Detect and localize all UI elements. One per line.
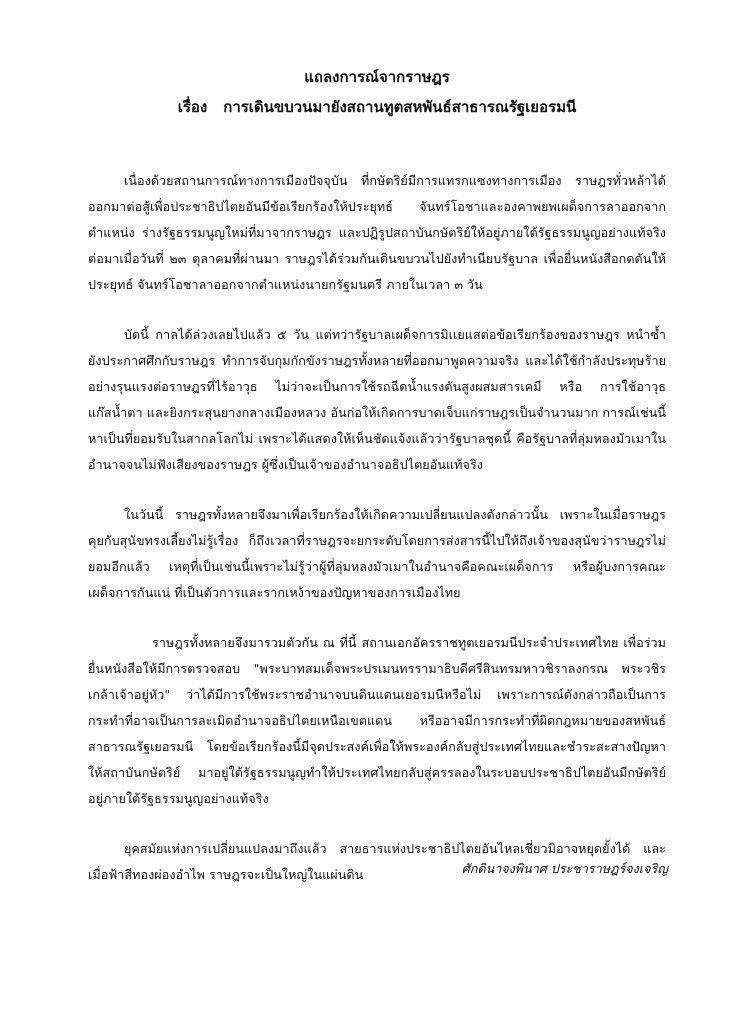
paragraph-5: ยุคสมัยแห่งการเปลี่ยนแปลงมาถึงแล้ว สายธารแห่งประชาธิปไตยอันไหลเชี่ยวมิอาจหยุดยั้งได้ และเมื่อฟ้าสีทองผ่องอำไพ ราษฎรจะเป็นใหญ่ในแผ่นดิน: [88, 841, 666, 882]
document-title: แถลงการณ์จากราษฎร: [304, 68, 450, 86]
paragraph-3: ในวันนี้ ราษฎรทั้งหลายจึงมาเพื่อเรียกร้องให้เกิดความเปลี่ยนแปลงดังกล่าวนั้น เพราะในเมื่อราษฎรคุยกับสุนัขทรงเลี้ยงไม่รู้เรื่อง ก็ถึงเวลาที่ราษฎรจะยกระดับโดยการส่งสารนี้ไปให้ถึงเจ้าของสุนัขว่าราษฎรไม่ยอมอีกแล้ว เหตุที่เป็นเช่นนี้เพราะไม่รู้ว่าผู้ที่ลุ่มหลงมัวเมาในอำนาจคือคณะเผด็จการ หรือผู้บงการคณะเผด็จการกันแน่ ที่เป็นตัวการและรากเหง้าของปัญหาของการเมืองไทย: [88, 507, 666, 600]
subject-label: เรื่อง: [177, 98, 208, 116]
paragraph-2: บัดนี้ กาลได้ล่วงเลยไปแล้ว ๕ วัน แต่ทว่ารัฐบาลเผด็จการมิเเยแสต่อข้อเรียกร้องของราษฎร หนำซ้ำยังประกาศศึกกับราษฎร ทำการจับกุมกักขังราษฎรทั้งหลายที่ออกมาพูดความจริง และได้ใช้กำลังประทุษร้ายอย่างรุนแรงต่อราษฎรที่ไร้อาวุธ ไม่ว่าจะเป็นการใช้รถฉีดน้ำแรงดันสูงผสมสารเคมี หรือ การใช้อาวุธแก๊สน้ำตา และยิงกระสุนยางกลางเมืองหลวง อันก่อให้เกิดการบาดเจ็บแก่ราษฎรเป็นจำนวนมาก การณ์เช่นนี้หาเป็นที่ยอมรับในสากลโลกไม่ เพราะได้แสดงให้เห็นชัดแจ้งแล้วว่ารัฐบาลชุดนี้ คือรัฐบาลที่ลุ่มหลงมัวเมาในอำนาจจนไม่ฟังเสียงของราษฎร ผู้ซึ่งเป็นเจ้าของอำนาจอธิปไตยอันแท้จริง: [88, 327, 666, 472]
document-body: [88, 168, 666, 888]
signature-line: ศักดินาจงพินาศ ประชาราษฎร์จงเจริญ: [461, 861, 668, 876]
paragraph-4: ราษฎรทั้งหลายจึงมารวมตัวกัน ณ ที่นี้ สถานเอกอัครราชทูตเยอรมนีประจำประเทศไทย เพื่อร่วมยื่นหนังสือให้มีการตรวจสอบ "พระบาทสมเด็จพระปรเมนทรรามาธิบดีศรีสินทรมหาวชิราลงกรณ พระวชิรเกล้าเจ้าอยู่หัว" ว่าได้มีการใช้พระราชอำนาจบนดินแดนเยอรมนีหรือไม่ เพราะการณ์ดังกล่าวถือเป็นการกระทำที่อาจเป็นการละเมิดอำนาจอธิปไตยเหนือเขตแดน หรืออาจมีการกระทำที่ผิดกฎหมายของสหพันธ์สาธารณรัฐเยอรมนี โดยข้อเรียกร้องนี้มีจุดประสงค์เพื่อให้พระองค์กลับสู่ประเทศไทยและชำระสะสางปัญหาให้สถาบันกษัตริย์ มาอยู่ใต้รัฐธรรมนูญทำให้ประเทศไทยกลับสู่ครรลองในระบอบประชาธิปไตยอันมีกษัตริย์อยู่ภายใต้รัฐธรรมนูญอย่างแท้จริง: [88, 635, 666, 806]
paragraph-1: เนื่องด้วยสถานการณ์ทางการเมืองปัจจุบัน ที่กษัตริย์มีการแทรกแซงทางการเมือง ราษฎรทั่วหล้าได้ออกมาต่อสู้เพื่อประชาธิปไตยอันมีข้อเรียกร้องให้ประยุทธ์ จันทร์โอชาและองคาพยพเผด็จการลาออกจากตำแหน่ง ร่างรัฐธรรมนูญใหม่ที่มาจากราษฎร และปฏิรูปสถาบันกษัตริย์ให้อยู่ภายใต้รัฐธรรมนูญอย่างแท้จริง ต่อมาเมื่อวันที่ ๒๓ ตุลาคมที่ผ่านมา ราษฎรได้ร่วมกันเดินขบวนไปยังทำเนียบรัฐบาล เพื่อยื่นหนังสือกดดันให้ประยุทธ์ จันทร์โอชาลาออกจากตำแหน่งนายกรัฐมนตรี ภายในเวลา ๓ วัน: [88, 173, 666, 292]
subject-text: การเดินขบวนมายังสถานทูตสหพันธ์สาธารณรัฐเยอรมนี: [223, 98, 577, 116]
subject-line: [88, 92, 666, 122]
